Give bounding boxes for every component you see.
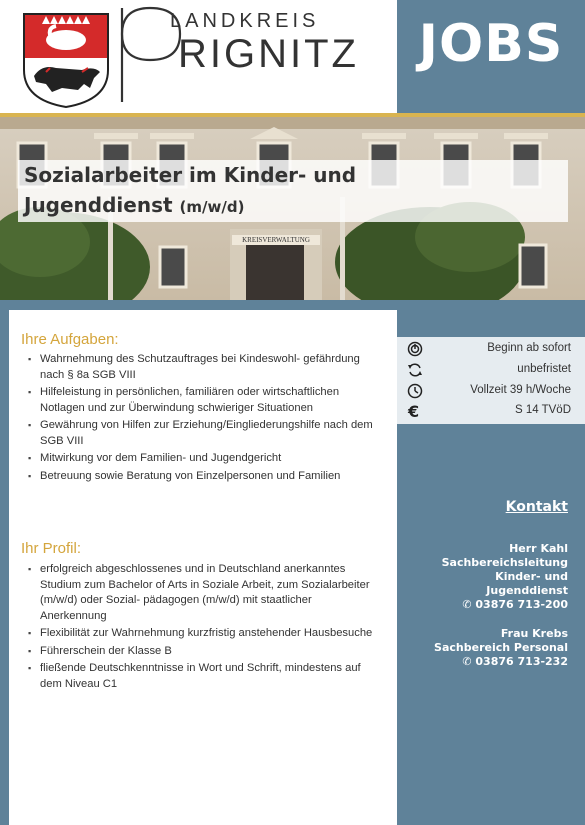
contact-heading: Kontakt bbox=[505, 499, 568, 515]
contact-role: Sachbereichsleitung bbox=[441, 556, 568, 569]
list-item: ▪ Flexibilität zur Wahrnehmung kurzfristig anstehender Hausbesuche bbox=[28, 626, 378, 642]
contact-role: Sachbereich Personal bbox=[434, 641, 568, 654]
coat-of-arms-icon bbox=[22, 12, 110, 108]
jobs-title: JOBS bbox=[418, 14, 564, 74]
refresh-icon bbox=[407, 362, 423, 378]
list-item: ▪ Hilfeleistung in persönlichen, familiären oder wirtschaftlichen Notlagen und zur Überwindung schwieriger Situationen bbox=[28, 385, 378, 416]
brand-rignitz: RIGNITZ bbox=[178, 32, 359, 76]
list-item: ▪ fließende Deutschkenntnisse in Wort und Schrift, mindestens auf dem Niveau C1 bbox=[28, 661, 378, 692]
phone-icon: ✆ bbox=[462, 655, 472, 668]
job-facts-box bbox=[397, 337, 585, 424]
contact-role: Jugenddienst bbox=[486, 584, 568, 597]
contact-person-2 bbox=[388, 627, 568, 669]
contact-phone[interactable]: ✆ 03876 713-232 bbox=[462, 655, 568, 668]
job-title-line-2: Jugenddienst (m/w/d) bbox=[24, 193, 245, 217]
profile-list bbox=[28, 562, 378, 694]
list-item: ▪ Wahrnehmung des Schutzauftrages bei Kindeswohl- gefährdung nach § 8a SGB VIII bbox=[28, 352, 378, 383]
fact-start: Beginn ab sofort bbox=[397, 339, 585, 359]
clock-icon bbox=[407, 383, 423, 399]
list-item: ▪ Mitwirkung vor dem Familien- und Jugendgericht bbox=[28, 451, 378, 467]
banner-sign: KREISVERWALTUNG bbox=[242, 236, 310, 244]
fact-hours: Vollzeit 39 h/Woche bbox=[397, 381, 585, 401]
brand-landkreis: LANDKREIS bbox=[170, 10, 320, 32]
power-icon bbox=[407, 341, 423, 357]
fact-term: unbefristet bbox=[397, 360, 585, 380]
jobs-banner bbox=[397, 0, 585, 113]
profile-heading: Ihr Profil: bbox=[21, 540, 82, 557]
contact-name: Herr Kahl bbox=[509, 542, 568, 555]
contact-role: Kinder- und bbox=[495, 570, 568, 583]
tasks-heading: Ihre Aufgaben: bbox=[21, 331, 119, 348]
list-item: ▪ Betreuung sowie Beratung von Einzelpersonen und Familien bbox=[28, 469, 378, 485]
list-item: ▪ Führerschein der Klasse B bbox=[28, 644, 378, 660]
svg-text:€: € bbox=[408, 403, 420, 419]
tasks-list bbox=[28, 352, 378, 486]
contact-phone[interactable]: ✆ 03876 713-200 bbox=[462, 598, 568, 611]
contact-name: Frau Krebs bbox=[500, 627, 568, 640]
list-item: ▪ Gewährung von Hilfen zur Erziehung/Eingliederungshilfe nach dem SGB VIII bbox=[28, 418, 378, 449]
fact-pay: € S 14 TVöD bbox=[408, 403, 571, 419]
job-title-suffix: (m/w/d) bbox=[179, 198, 245, 216]
job-title-line-1: Sozialarbeiter im Kinder- und bbox=[24, 163, 357, 187]
euro-icon bbox=[407, 403, 423, 419]
contact-person-1 bbox=[388, 542, 568, 612]
phone-icon: ✆ bbox=[462, 598, 472, 611]
list-item: ▪ erfolgreich abgeschlossenes und in Deutschland anerkanntes Studium zum Bachelor of Arts in Soziale Arbeit, zum Sozialarbeiter (m/w/d) oder Sozial- pädagogen (m/w/d) mit staatlicher Anerkennung bbox=[28, 562, 378, 624]
